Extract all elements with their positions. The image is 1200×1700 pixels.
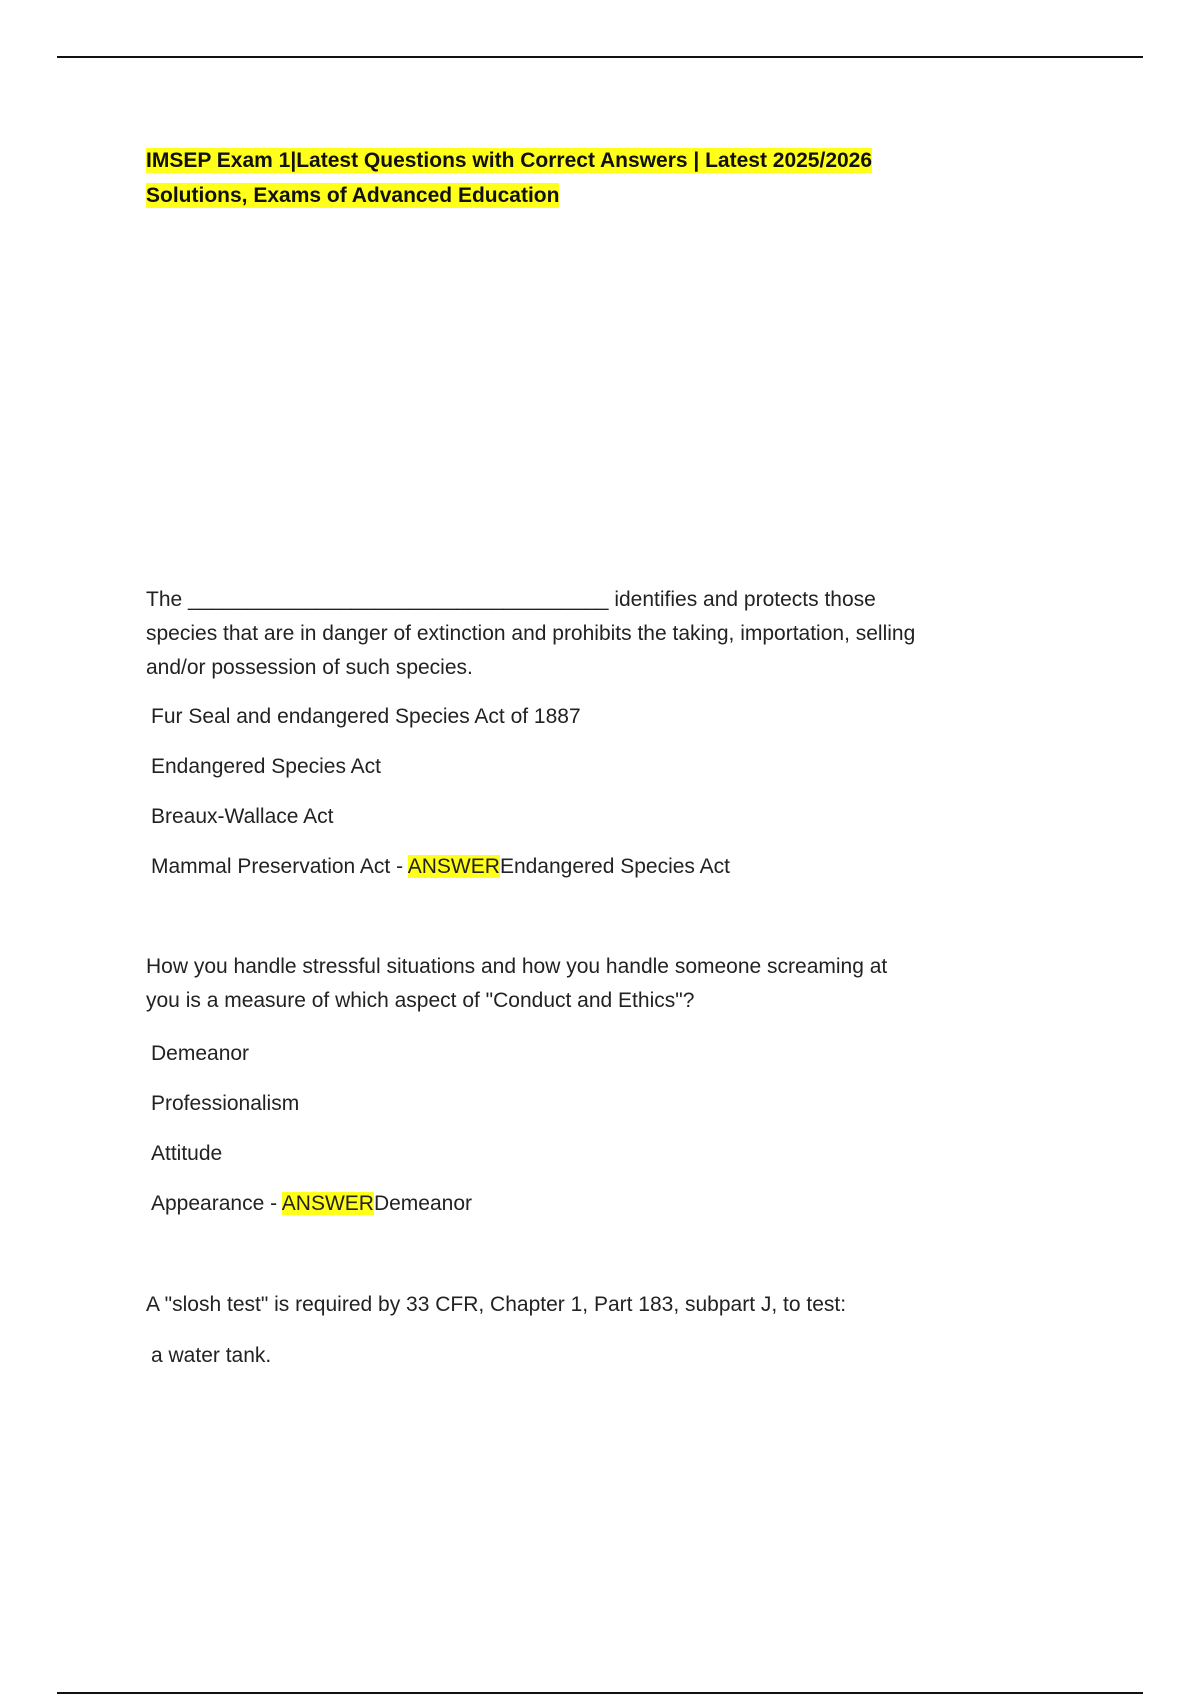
question-2-option-4 <box>151 1189 472 1219</box>
question-2-text: How you handle stressful situations and how you handle someone screaming at you is a measure of which aspect of "Conduct and Ethics"? <box>146 955 888 1012</box>
title-line-1: IMSEP Exam 1|Latest Questions with Correct Answers | Latest 2025/2026 <box>146 149 873 172</box>
question-3-text: A "slosh test" is required by 33 CFR, Chapter 1, Part 183, subpart J, to test: <box>146 1293 847 1316</box>
question-2-option-2: Professionalism <box>151 1092 300 1115</box>
answer-label: ANSWER <box>407 855 500 878</box>
question-1-option-1: Fur Seal and endangered Species Act of 1887 <box>151 705 581 728</box>
question-1-option-3: Breaux-Wallace Act <box>151 805 334 828</box>
question-2-option-4-text: Appearance - <box>151 1192 282 1215</box>
question-1-answer: Endangered Species Act <box>499 855 730 878</box>
answer-label: ANSWER <box>281 1192 374 1215</box>
question-1-option-4-text: Mammal Preservation Act - <box>151 855 408 878</box>
question-2-answer: Demeanor <box>373 1192 473 1215</box>
question-1-option-2: Endangered Species Act <box>151 755 381 778</box>
question-2-option-1: Demeanor <box>151 1042 250 1065</box>
top-rule <box>57 56 1143 58</box>
question-1-prefix: The <box>146 588 183 611</box>
question-1-text <box>146 583 916 685</box>
question-1-blank: ____________________________________ <box>188 588 609 611</box>
question-3-option-1: a water tank. <box>151 1344 272 1367</box>
question-2-option-3: Attitude <box>151 1142 223 1165</box>
bottom-rule <box>57 1692 1143 1694</box>
question-1-suffix: identifies and protects those <box>614 588 876 611</box>
question-1-rest: species that are in danger of extinction and prohibits the taking, importation, selling and/or possession of such species. <box>146 622 916 679</box>
document-title <box>146 143 906 213</box>
question-1-option-4 <box>151 852 730 882</box>
title-line-2: Solutions, Exams of Advanced Education <box>146 184 560 207</box>
